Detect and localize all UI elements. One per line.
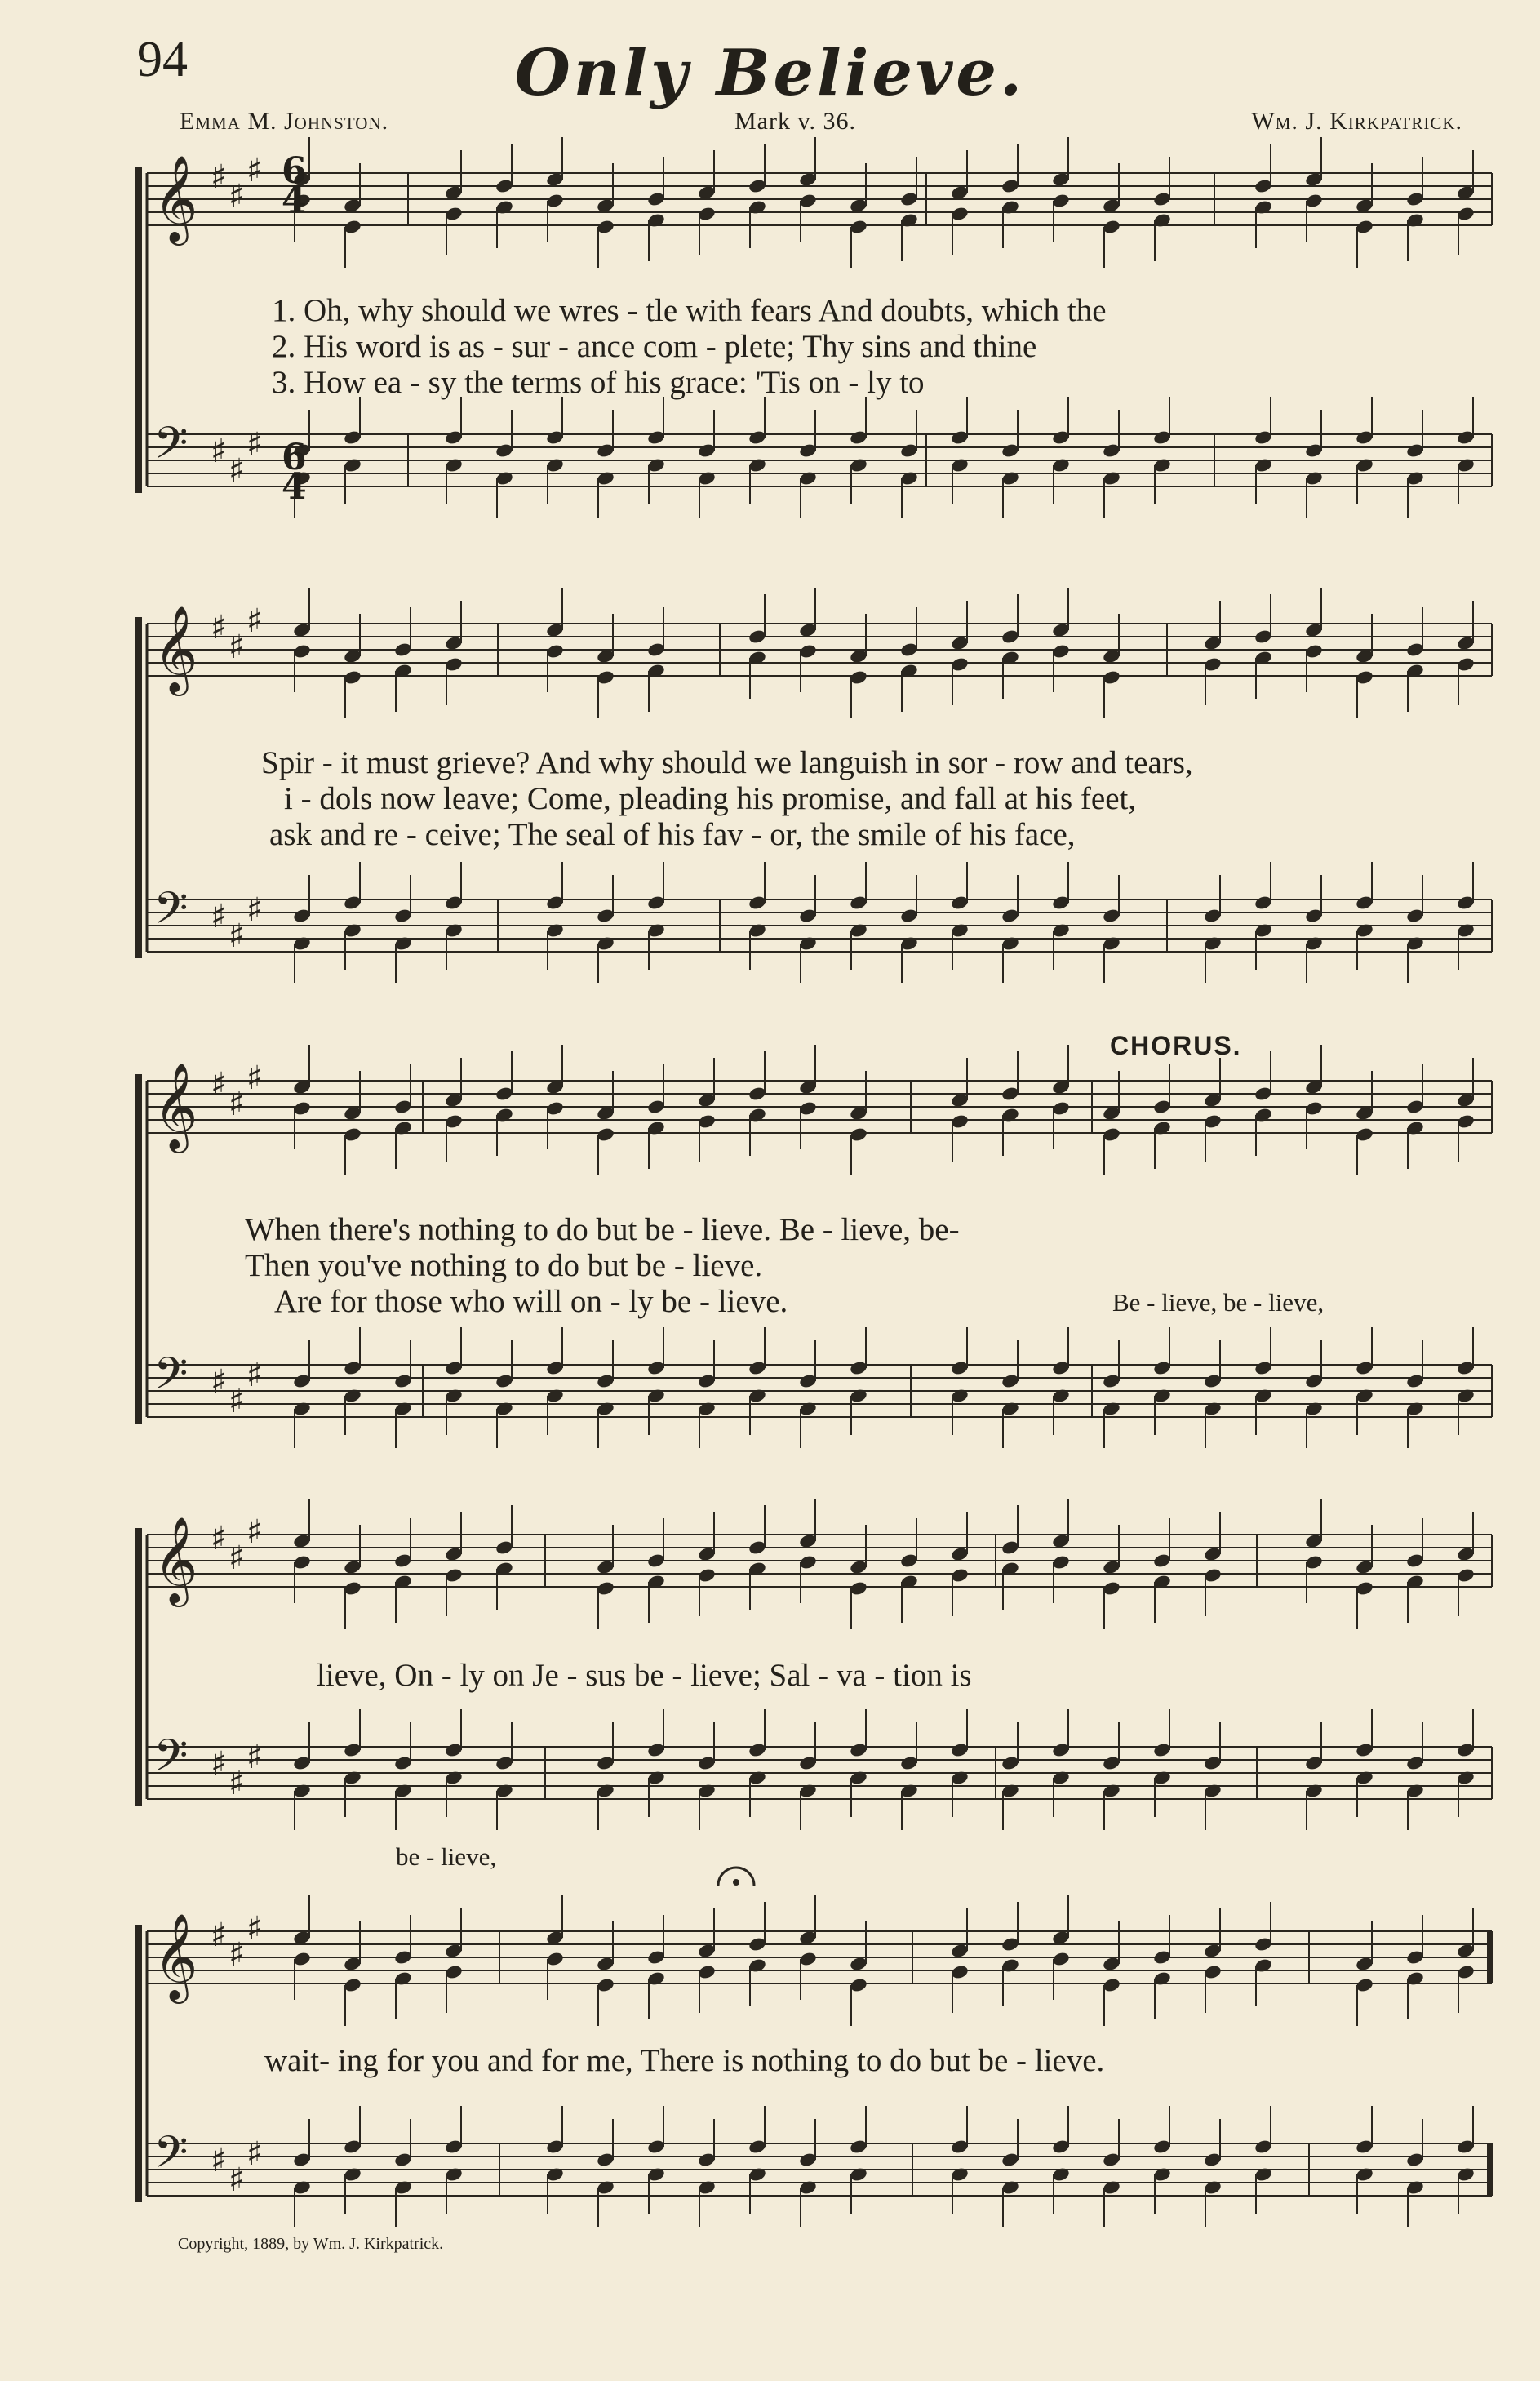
- bass-clef-icon: 𝄢: [153, 882, 189, 945]
- sharp-icon: ♯: [246, 152, 263, 189]
- sharp-icon: ♯: [211, 158, 227, 196]
- page-number: 94: [137, 32, 188, 87]
- sharp-icon: ♯: [229, 917, 245, 955]
- sharp-icon: ♯: [246, 891, 263, 929]
- time-signature-bass: [282, 437, 307, 508]
- sharp-icon: ♯: [211, 1917, 227, 1954]
- lyric-system2-verse2: i - dols now leave; Come, pleading his promise, and fall at his feet,: [284, 781, 1137, 816]
- sharp-icon: ♯: [246, 1910, 263, 1948]
- author-credit: Emma M. Johnston.: [180, 108, 389, 135]
- sharp-icon: ♯: [246, 426, 263, 464]
- final-barline: [1487, 1931, 1492, 1983]
- hymn-title: Only Believe.: [514, 36, 1026, 110]
- sharp-icon: ♯: [246, 1739, 263, 1776]
- treble-clef-icon: 𝄞: [153, 1062, 198, 1149]
- treble-clef-icon: 𝄞: [153, 154, 198, 242]
- sharp-icon: ♯: [211, 609, 227, 646]
- chorus-label: CHORUS.: [1110, 1031, 1242, 1060]
- sharp-icon: ♯: [229, 178, 245, 215]
- sharp-icon: ♯: [211, 898, 227, 935]
- bass-clef-icon: 𝄢: [153, 1730, 189, 1792]
- lyric-system1-verse2: 2. His word is as - sur - ance com - plete; Thy sins and thine: [272, 329, 1037, 364]
- lyric-system3-verse3: Are for those who will on - ly be - lieve.: [274, 1284, 788, 1319]
- system-bracket: [135, 167, 142, 493]
- system-bracket: [135, 1925, 142, 2202]
- system-bracket: [135, 1528, 142, 1806]
- sharp-icon: ♯: [229, 1383, 245, 1420]
- sharp-icon: ♯: [229, 2161, 245, 2199]
- sharp-icon: ♯: [229, 1936, 245, 1974]
- lyric-system5: wait- ing for you and for me, There is nothing to do but be - lieve.: [264, 2043, 1105, 2078]
- sharp-icon: ♯: [246, 1513, 263, 1551]
- sharp-icon: ♯: [246, 1357, 263, 1394]
- fermata-dot: [733, 1879, 739, 1886]
- sharp-icon: ♯: [229, 1539, 245, 1577]
- sharp-icon: ♯: [229, 452, 245, 490]
- sharp-icon: ♯: [211, 1520, 227, 1557]
- bass-words-system4: be - lieve,: [396, 1842, 497, 1871]
- lyric-system1-verse3: 3. How ea - sy the terms of his grace: 'Tis on - ly to: [272, 365, 925, 400]
- bass-clef-icon: 𝄢: [153, 1348, 189, 1410]
- sharp-icon: ♯: [229, 629, 245, 666]
- system-bracket: [135, 617, 142, 958]
- lyric-system2-verse3: ask and re - ceive; The seal of his fav - or, the smile of his face,: [269, 817, 1076, 852]
- sharp-icon: ♯: [246, 602, 263, 640]
- time-sig-top: 6: [282, 437, 307, 478]
- sharp-icon: ♯: [246, 2135, 263, 2173]
- lyric-system4: lieve, On - ly on Je - sus be - lieve; Sal - va - tion is: [317, 1658, 972, 1693]
- sharp-icon: ♯: [211, 1066, 227, 1104]
- sharp-icon: ♯: [211, 1363, 227, 1401]
- bass-clef-icon: 𝄢: [153, 2126, 189, 2189]
- lyric-system2-verse1: Spir - it must grieve? And why should we languish in sor - row and tears,: [261, 745, 1193, 780]
- time-signature-treble: [282, 150, 307, 221]
- lyric-system1-verse1: 1. Oh, why should we wres - tle with fears And doubts, which the: [272, 293, 1107, 328]
- bass-clef-icon: 𝄢: [153, 417, 189, 480]
- composer-credit: Wm. J. Kirkpatrick.: [1251, 108, 1462, 135]
- time-sig-bottom: 4: [282, 466, 307, 508]
- lyric-system3-verse2: Then you've nothing to do but be - lieve.: [245, 1248, 763, 1283]
- sharp-icon: ♯: [229, 1086, 245, 1123]
- treble-clef-icon: 𝄞: [153, 1912, 198, 2000]
- time-sig-top: 6: [282, 150, 307, 192]
- system-bracket: [135, 1074, 142, 1424]
- bass-words-system3: Be - lieve, be - lieve,: [1112, 1288, 1325, 1317]
- treble-clef-icon: 𝄞: [153, 1516, 198, 1603]
- scripture-reference: Mark v. 36.: [734, 108, 857, 135]
- copyright-notice: Copyright, 1889, by Wm. J. Kirkpatrick.: [178, 2235, 444, 2253]
- time-sig-bottom: 4: [282, 180, 307, 221]
- sharp-icon: ♯: [211, 1745, 227, 1783]
- lyric-system3-verse1: When there's nothing to do but be - lieve. Be - lieve, be-: [245, 1212, 960, 1247]
- sharp-icon: ♯: [246, 1059, 263, 1097]
- sharp-icon: ♯: [229, 1765, 245, 1802]
- sharp-icon: ♯: [211, 433, 227, 470]
- final-barline: [1487, 2143, 1492, 2196]
- treble-clef-icon: 𝄞: [153, 605, 198, 692]
- sharp-icon: ♯: [211, 2142, 227, 2179]
